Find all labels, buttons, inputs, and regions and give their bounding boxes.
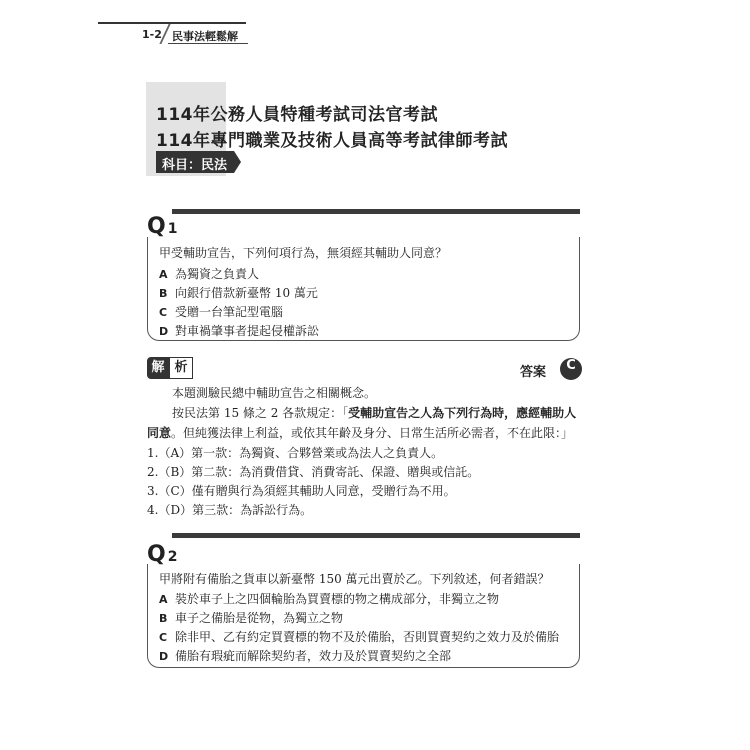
analysis-item-2: 2.（B）第二款：為消費借貸、消費寄託、保證、贈與或信託。 xyxy=(147,465,480,479)
page-number: 1-2 xyxy=(142,28,162,41)
question-1-option-b: B 向銀行借款新臺幣 10 萬元 xyxy=(159,286,318,300)
answer-value: C xyxy=(560,358,582,380)
exam-title-line-1: 114年公務人員特種考試司法官考試 xyxy=(156,105,438,125)
question-1-option-d: D 對車禍肇事者提起侵權訴訟 xyxy=(159,324,320,338)
question-1-number: 1 xyxy=(167,221,178,237)
book-title: 民事法輕鬆解 xyxy=(172,30,238,43)
question-1-top-bar xyxy=(172,209,580,214)
running-header xyxy=(98,22,258,46)
analysis-intro: 本題測驗民總中輔助宣告之相關概念。 xyxy=(172,386,377,400)
analysis-item-1: 1.（A）第一款：為獨資、合夥營業或為法人之負責人。 xyxy=(147,446,444,460)
subject-label: 科目：民法 xyxy=(162,158,228,173)
analysis-law-line-1: 按民法第 15 條之 2 各款規定：「受輔助宣告之人為下列行為時，應經輔助人 xyxy=(172,406,577,420)
question-1-label: Q 1 xyxy=(147,214,178,239)
analysis-item-4: 4.（D）第三款：為訴訟行為。 xyxy=(147,503,313,517)
question-2-option-d: D 備胎有瑕疵而解除契約者，效力及於買賣契約之全部 xyxy=(159,649,452,663)
question-1-stem: 甲受輔助宣告，下列何項行為，無須經其輔助人同意？ xyxy=(159,246,448,260)
question-2-label: Q 2 xyxy=(147,542,178,567)
question-2-top-bar xyxy=(172,533,580,538)
analysis-law-line-2: 同意。但純獲法律上利益，或依其年齡及身分、日常生活所必需者，不在此限：」 xyxy=(147,426,574,440)
question-2-option-a: A 裝於車子上之四個輪胎為買賣標的物之構成部分，非獨立之物 xyxy=(159,592,500,606)
question-2-number: 2 xyxy=(167,549,178,565)
analysis-tag: 解 析 xyxy=(147,357,193,379)
question-2-option-b: B 車子之備胎是從物，為獨立之物 xyxy=(159,611,344,625)
subject-tag xyxy=(156,151,240,173)
header-underline xyxy=(168,43,248,44)
header-rule xyxy=(98,22,246,24)
exam-title-line-2: 114年專門職業及技術人員高等考試律師考試 xyxy=(156,131,508,151)
question-1-option-a: A 為獨資之負責人 xyxy=(159,267,260,281)
question-2-option-c: C 除非甲、乙有約定買賣標的物不及於備胎，否則買賣契約之效力及於備胎 xyxy=(159,630,560,644)
answer-badge xyxy=(520,358,582,380)
subject-tag-arrow xyxy=(234,151,241,173)
analysis-item-3: 3.（C）僅有贈與行為須經其輔助人同意，受贈行為不用。 xyxy=(147,484,456,498)
answer-label: 答案 xyxy=(520,365,547,380)
question-2-stem: 甲將附有備胎之貨車以新臺幣 150 萬元出賣於乙。下列敘述，何者錯誤？ xyxy=(159,572,550,586)
question-1-option-c: C 受贈一台筆記型電腦 xyxy=(159,305,284,319)
